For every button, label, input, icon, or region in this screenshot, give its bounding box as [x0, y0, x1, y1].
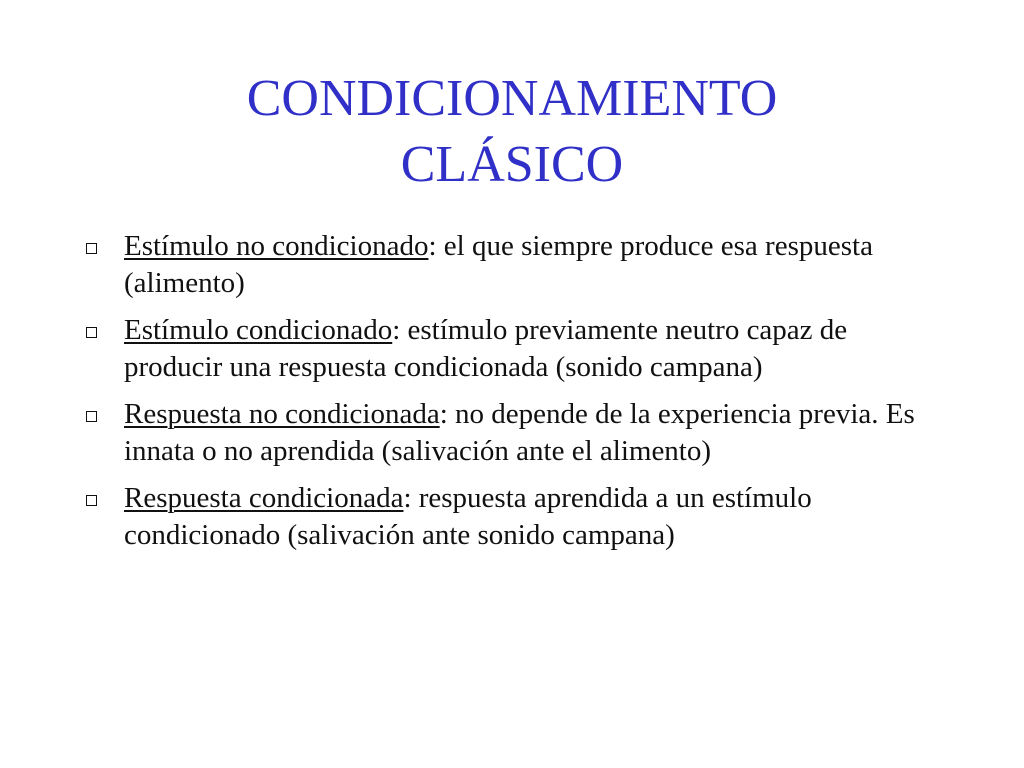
bullet-term: Respuesta condicionada — [124, 482, 404, 514]
bullet-text: : respuesta aprendida a un estímulo condicionado (salivación ante sonido campana) — [124, 482, 812, 551]
bullet-item-respuesta-condicionada — [86, 480, 946, 554]
bullet-text: : estímulo previamente neutro capaz de producir una respuesta condicionada (sonido campana) — [124, 314, 848, 383]
hollow-square-bullet-icon — [86, 411, 97, 422]
bullet-term: Estímulo no condicionado — [124, 230, 429, 262]
slide-title — [0, 66, 1024, 198]
title-line-1: CONDICIONAMIENTO — [246, 70, 778, 127]
bullet-item-respuesta-no-condicionada — [86, 396, 946, 470]
bullet-list — [86, 228, 946, 564]
hollow-square-bullet-icon — [86, 495, 97, 506]
bullet-term: Estímulo condicionado — [124, 314, 393, 346]
bullet-item-estimulo-no-condicionado — [86, 228, 946, 302]
bullet-term: Respuesta no condicionada — [124, 398, 440, 430]
bullet-text: : el que siempre produce esa respuesta (alimento) — [124, 230, 873, 299]
title-line-2: CLÁSICO — [400, 136, 624, 193]
bullet-text: : no depende de la experiencia previa. Es innata o no aprendida (salivación ante el alimento) — [124, 398, 915, 467]
bullet-item-estimulo-condicionado — [86, 312, 946, 386]
hollow-square-bullet-icon — [86, 243, 97, 254]
hollow-square-bullet-icon — [86, 327, 97, 338]
